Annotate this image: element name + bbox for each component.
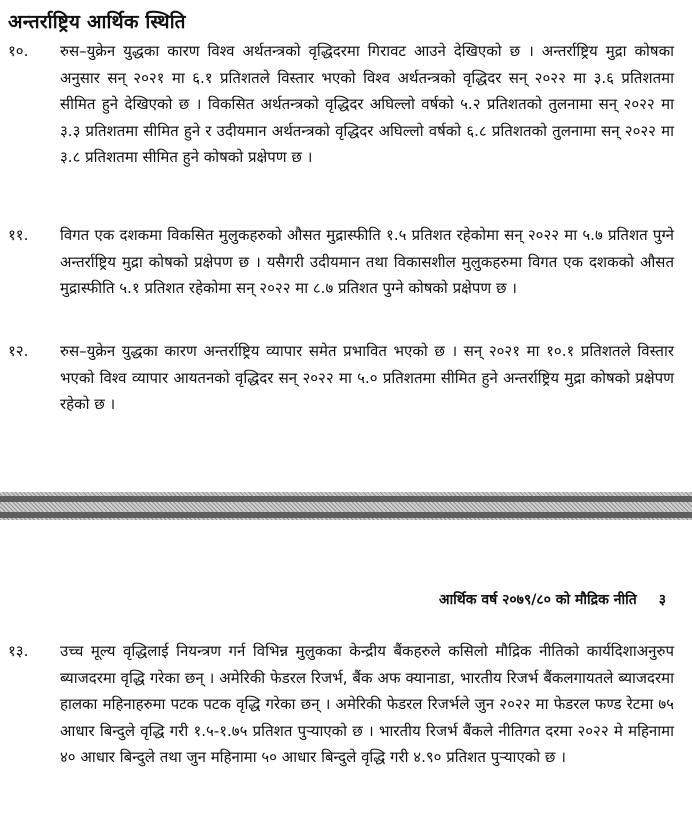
paragraph-text: विगत एक दशकमा विकसित मुलुकहरुको औसत मुद्रास्फीति १.५ प्रतिशत रहेकोमा सन् २०२२ मा ५.७ प्रतिशत पुग्ने अन्तर्राष्ट्रिय मुद्रा कोषको प्रक्षेपण छ । यसैगरी उदीयमान तथा विकासशील मुलुकहरुमा विगत एक दशकको औसत मुद्रास्फीति ५.१ प्रतिशत रहेकोमा सन् २०२२ मा ८.७ प्रतिशत पुग्ने कोषको प्रक्षेपण छ ।	[60, 226, 674, 297]
paragraph-text: रुस–युक्रेन युद्धका कारण विश्व अर्थतन्त्रको वृद्धिदरमा गिरावट आउने देखिएको छ । अन्तर्राष्ट्रिय मुद्रा कोषका अनुसार सन् २०२१ मा ६.१ प्रतिशतले विस्तार भएको विश्व अर्थतन्त्रको वृद्धिदर सन् २०२२ मा ३.६ प्रतिशतमा सीमित हुने देखिएको छ । विकसित अर्थतन्त्रको वृद्धिदर अघिल्लो वर्षको ५.२ प्रतिशतको तुलनामा सन् २०२२ मा ३.३ प्रतिशतमा सीमित हुने र उदीयमान अर्थतन्त्रको वृद्धिदर अघिल्लो वर्षको ६.८ प्रतिशतको तुलनामा सन् २०२२ मा ३.८ प्रतिशतमा सीमित हुने कोषको प्रक्षेपण छ ।	[60, 42, 674, 166]
paragraph-number: १२.	[8, 342, 29, 360]
page-number: ३	[658, 592, 666, 608]
paragraph-text: रुस–युक्रेन युद्धका कारण अन्तर्राष्ट्रिय व्यापार समेत प्रभावित भएको छ । सन् २०२१ मा १०.१ प्रतिशतले विस्तार भएको विश्व व्यापार आयतनको वृद्धिदर सन् २०२२ मा ५.० प्रतिशतमा सीमित हुने अन्तर्राष्ट्रिय मुद्रा कोषको प्रक्षेपण रहेको छ ।	[60, 342, 674, 413]
running-header-title: आर्थिक वर्ष २०७९/८० को मौद्रिक नीति	[438, 592, 637, 608]
running-header	[439, 590, 666, 609]
page-break-edge-top	[0, 496, 692, 502]
page-break-edge-bottom	[0, 512, 692, 518]
section-heading: अन्तर्राष्ट्रिय आर्थिक स्थिति	[8, 11, 186, 33]
paragraph-number: १०.	[8, 42, 29, 60]
paragraph-number: ११.	[8, 226, 29, 244]
paragraph-text: उच्च मूल्य वृद्धिलाई नियन्त्रण गर्न विभिन्न मुलुकका केन्द्रीय बैंकहरुले कसिलो मौद्रिक नीतिको कार्यदिशाअनुरुप ब्याजदरमा वृद्धि गरेका छन् । अमेरिकी फेडरल रिजर्भ, बैंक अफ क्यानाडा, भारतीय रिजर्भ बैंकलगायतले ब्याजदरमा हालका महिनाहरुमा पटक पटक वृद्धि गरेका छन् । अमेरिकी फेडरल रिजर्भले जुन २०२२ मा फेडरल फण्ड रेटमा ७५ आधार बिन्दुले वृद्धि गरी १.५-१.७५ प्रतिशत पुर्‍याएको छ । भारतीय रिजर्भ बैंकले नीतिगत दरमा २०२२ मे महिनामा ४० आधार बिन्दुले तथा जुन महिनामा ५० आधार बिन्दुले वृद्धि गरी ४.९० प्रतिशत पुर्‍याएको छ ।	[60, 642, 674, 766]
paragraph-number: १३.	[8, 642, 29, 660]
